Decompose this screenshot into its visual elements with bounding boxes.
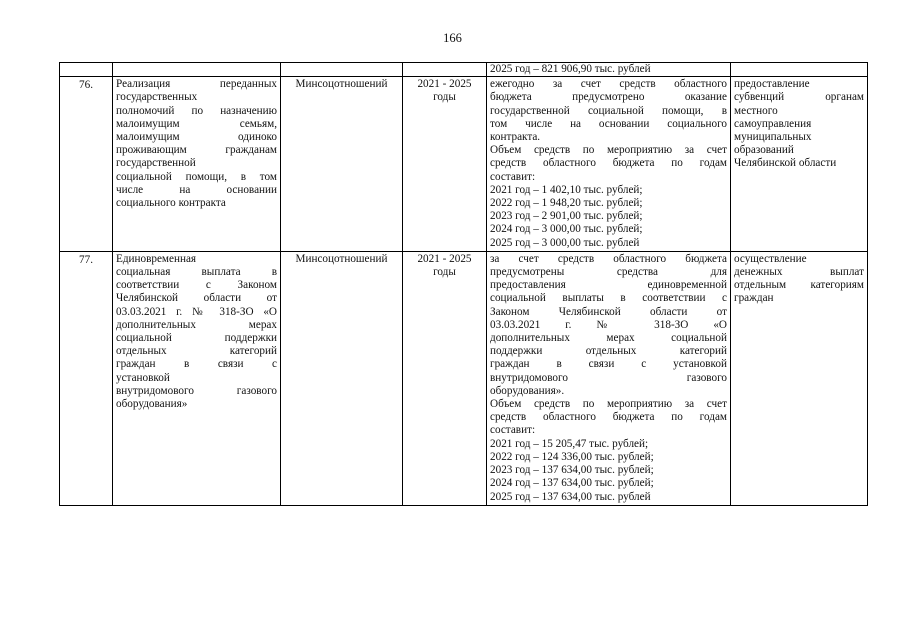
cell-executor: Минсоцотношений <box>281 77 403 252</box>
text-line: предоставления единовременной <box>490 279 727 292</box>
text-line: отдельных категорий <box>116 345 277 358</box>
result-lines <box>734 253 864 306</box>
text-line: отдельным категориям <box>734 279 864 292</box>
text-line: соответствии с Законом <box>116 279 277 292</box>
text-line: граждан <box>734 292 774 305</box>
table-row <box>60 77 868 252</box>
text-line: предусмотрены средства для <box>490 266 727 279</box>
text-line: образований <box>734 144 794 157</box>
text-line: 03.03.2021 г. № 318-ЗО «О <box>490 318 727 331</box>
text-line: социального контракта <box>116 197 226 210</box>
text-line: государственных <box>116 91 198 104</box>
cell-num: 76. <box>60 77 113 252</box>
cell-result <box>731 251 868 505</box>
text-line: 2024 год – 137 634,00 тыс. рублей; <box>490 477 654 490</box>
text-line: Челябинской области от <box>116 292 277 305</box>
text-line: 2021 год – 1 402,10 тыс. рублей; <box>490 183 643 196</box>
text-line: полномочий по назначению <box>116 104 277 117</box>
text-line: бюджета предусмотрено оказание <box>490 91 727 104</box>
text-line: средств областного бюджета по годам <box>490 411 727 424</box>
cell-description <box>487 251 731 505</box>
cell-description <box>487 77 731 252</box>
text-line: оборудования» <box>116 398 188 411</box>
period-label: годы <box>433 91 456 104</box>
text-line: малоимущим семьям, <box>116 117 277 130</box>
text-line: денежных выплат <box>734 266 864 279</box>
text-line: Объем средств по мероприятию за счет <box>490 398 727 411</box>
page-number: 166 <box>443 31 462 45</box>
text-line: социальная выплата в <box>116 266 277 279</box>
text-line: числе на основании <box>116 183 277 196</box>
cell-num <box>60 63 113 77</box>
name-lines <box>116 253 277 411</box>
description-line: 2025 год – 821 906,90 тыс. рублей <box>490 63 651 75</box>
text-line: поддержки отдельных категорий <box>490 345 727 358</box>
cell-num: 77. <box>60 251 113 505</box>
text-line: Челябинской области <box>734 157 837 170</box>
text-line: социальной помощи, в том <box>116 170 277 183</box>
period-years: 2021 - 2025 <box>417 78 472 91</box>
cell-result <box>731 77 868 252</box>
text-line: местного <box>734 104 778 117</box>
text-line: дополнительных мерах <box>116 318 277 331</box>
text-line: 2021 год – 15 205,47 тыс. рублей; <box>490 437 649 450</box>
text-line: составит: <box>490 424 536 437</box>
text-line: 2023 год – 2 901,00 тыс. рублей; <box>490 210 643 223</box>
description-lines <box>490 78 727 250</box>
text-line: Законом Челябинской области от <box>490 305 727 318</box>
text-line: дополнительных мерах социальной <box>490 332 727 345</box>
text-line: граждан в связи с <box>116 358 277 371</box>
period-years: 2021 - 2025 <box>417 252 472 265</box>
text-line: установкой <box>116 371 170 384</box>
text-line: средств областного бюджета по годам <box>490 157 727 170</box>
text-line: оборудования». <box>490 384 565 397</box>
text-line: 2025 год – 3 000,00 тыс. рублей <box>490 236 640 249</box>
text-line: внутридомового газового <box>490 371 727 384</box>
text-line: социальной поддержки <box>116 332 277 345</box>
cell-period <box>403 77 487 252</box>
text-line: 2023 год – 137 634,00 тыс. рублей; <box>490 464 654 477</box>
text-line: Реализация переданных <box>116 78 277 91</box>
text-line: граждан в связи с установкой <box>490 358 727 371</box>
cell-result <box>731 63 868 77</box>
text-line: за счет средств областного бюджета <box>490 252 727 265</box>
text-line: 2022 год – 124 336,00 тыс. рублей; <box>490 450 654 463</box>
cell-name <box>113 63 281 77</box>
text-line: том числе на основании социального <box>490 117 727 130</box>
period-label: годы <box>433 266 456 279</box>
text-line: государственной социальной помощи, в <box>490 104 727 117</box>
text-line: контракта. <box>490 131 541 144</box>
text-line: субвенций органам <box>734 91 864 104</box>
description-lines <box>490 253 727 504</box>
text-line: Объем средств по мероприятию за счет <box>490 144 727 157</box>
text-line: 2025 год – 137 634,00 тыс. рублей <box>490 490 651 503</box>
text-line: социальной выплаты в соответствии с <box>490 292 727 305</box>
text-line: составит: <box>490 170 536 183</box>
text-line: внутридомового газового <box>116 384 277 397</box>
text-line: 2024 год – 3 000,00 тыс. рублей; <box>490 223 643 236</box>
result-lines <box>734 78 864 170</box>
cell-name <box>113 77 281 252</box>
measures-table <box>59 62 868 506</box>
text-line: ежегодно за счет средств областного <box>490 78 727 91</box>
text-line: 03.03.2021 г. № 318-ЗО «О <box>116 305 277 318</box>
cell-period <box>403 63 487 77</box>
table-row-continued <box>60 63 868 77</box>
table-row <box>60 251 868 505</box>
text-line: осуществление <box>734 252 807 265</box>
cell-name <box>113 251 281 505</box>
text-line: самоуправления <box>734 117 812 130</box>
text-line: 2022 год – 1 948,20 тыс. рублей; <box>490 197 643 210</box>
cell-description <box>487 63 731 77</box>
text-line: муниципальных <box>734 131 812 144</box>
text-line: проживающим гражданам <box>116 144 277 157</box>
name-lines <box>116 78 277 210</box>
text-line: малоимущим одиноко <box>116 131 277 144</box>
cell-period <box>403 251 487 505</box>
text-line: государственной <box>116 157 196 170</box>
text-line: предоставление <box>734 78 810 91</box>
text-line: Единовременная <box>116 252 197 265</box>
cell-executor <box>281 63 403 77</box>
cell-executor: Минсоцотношений <box>281 251 403 505</box>
